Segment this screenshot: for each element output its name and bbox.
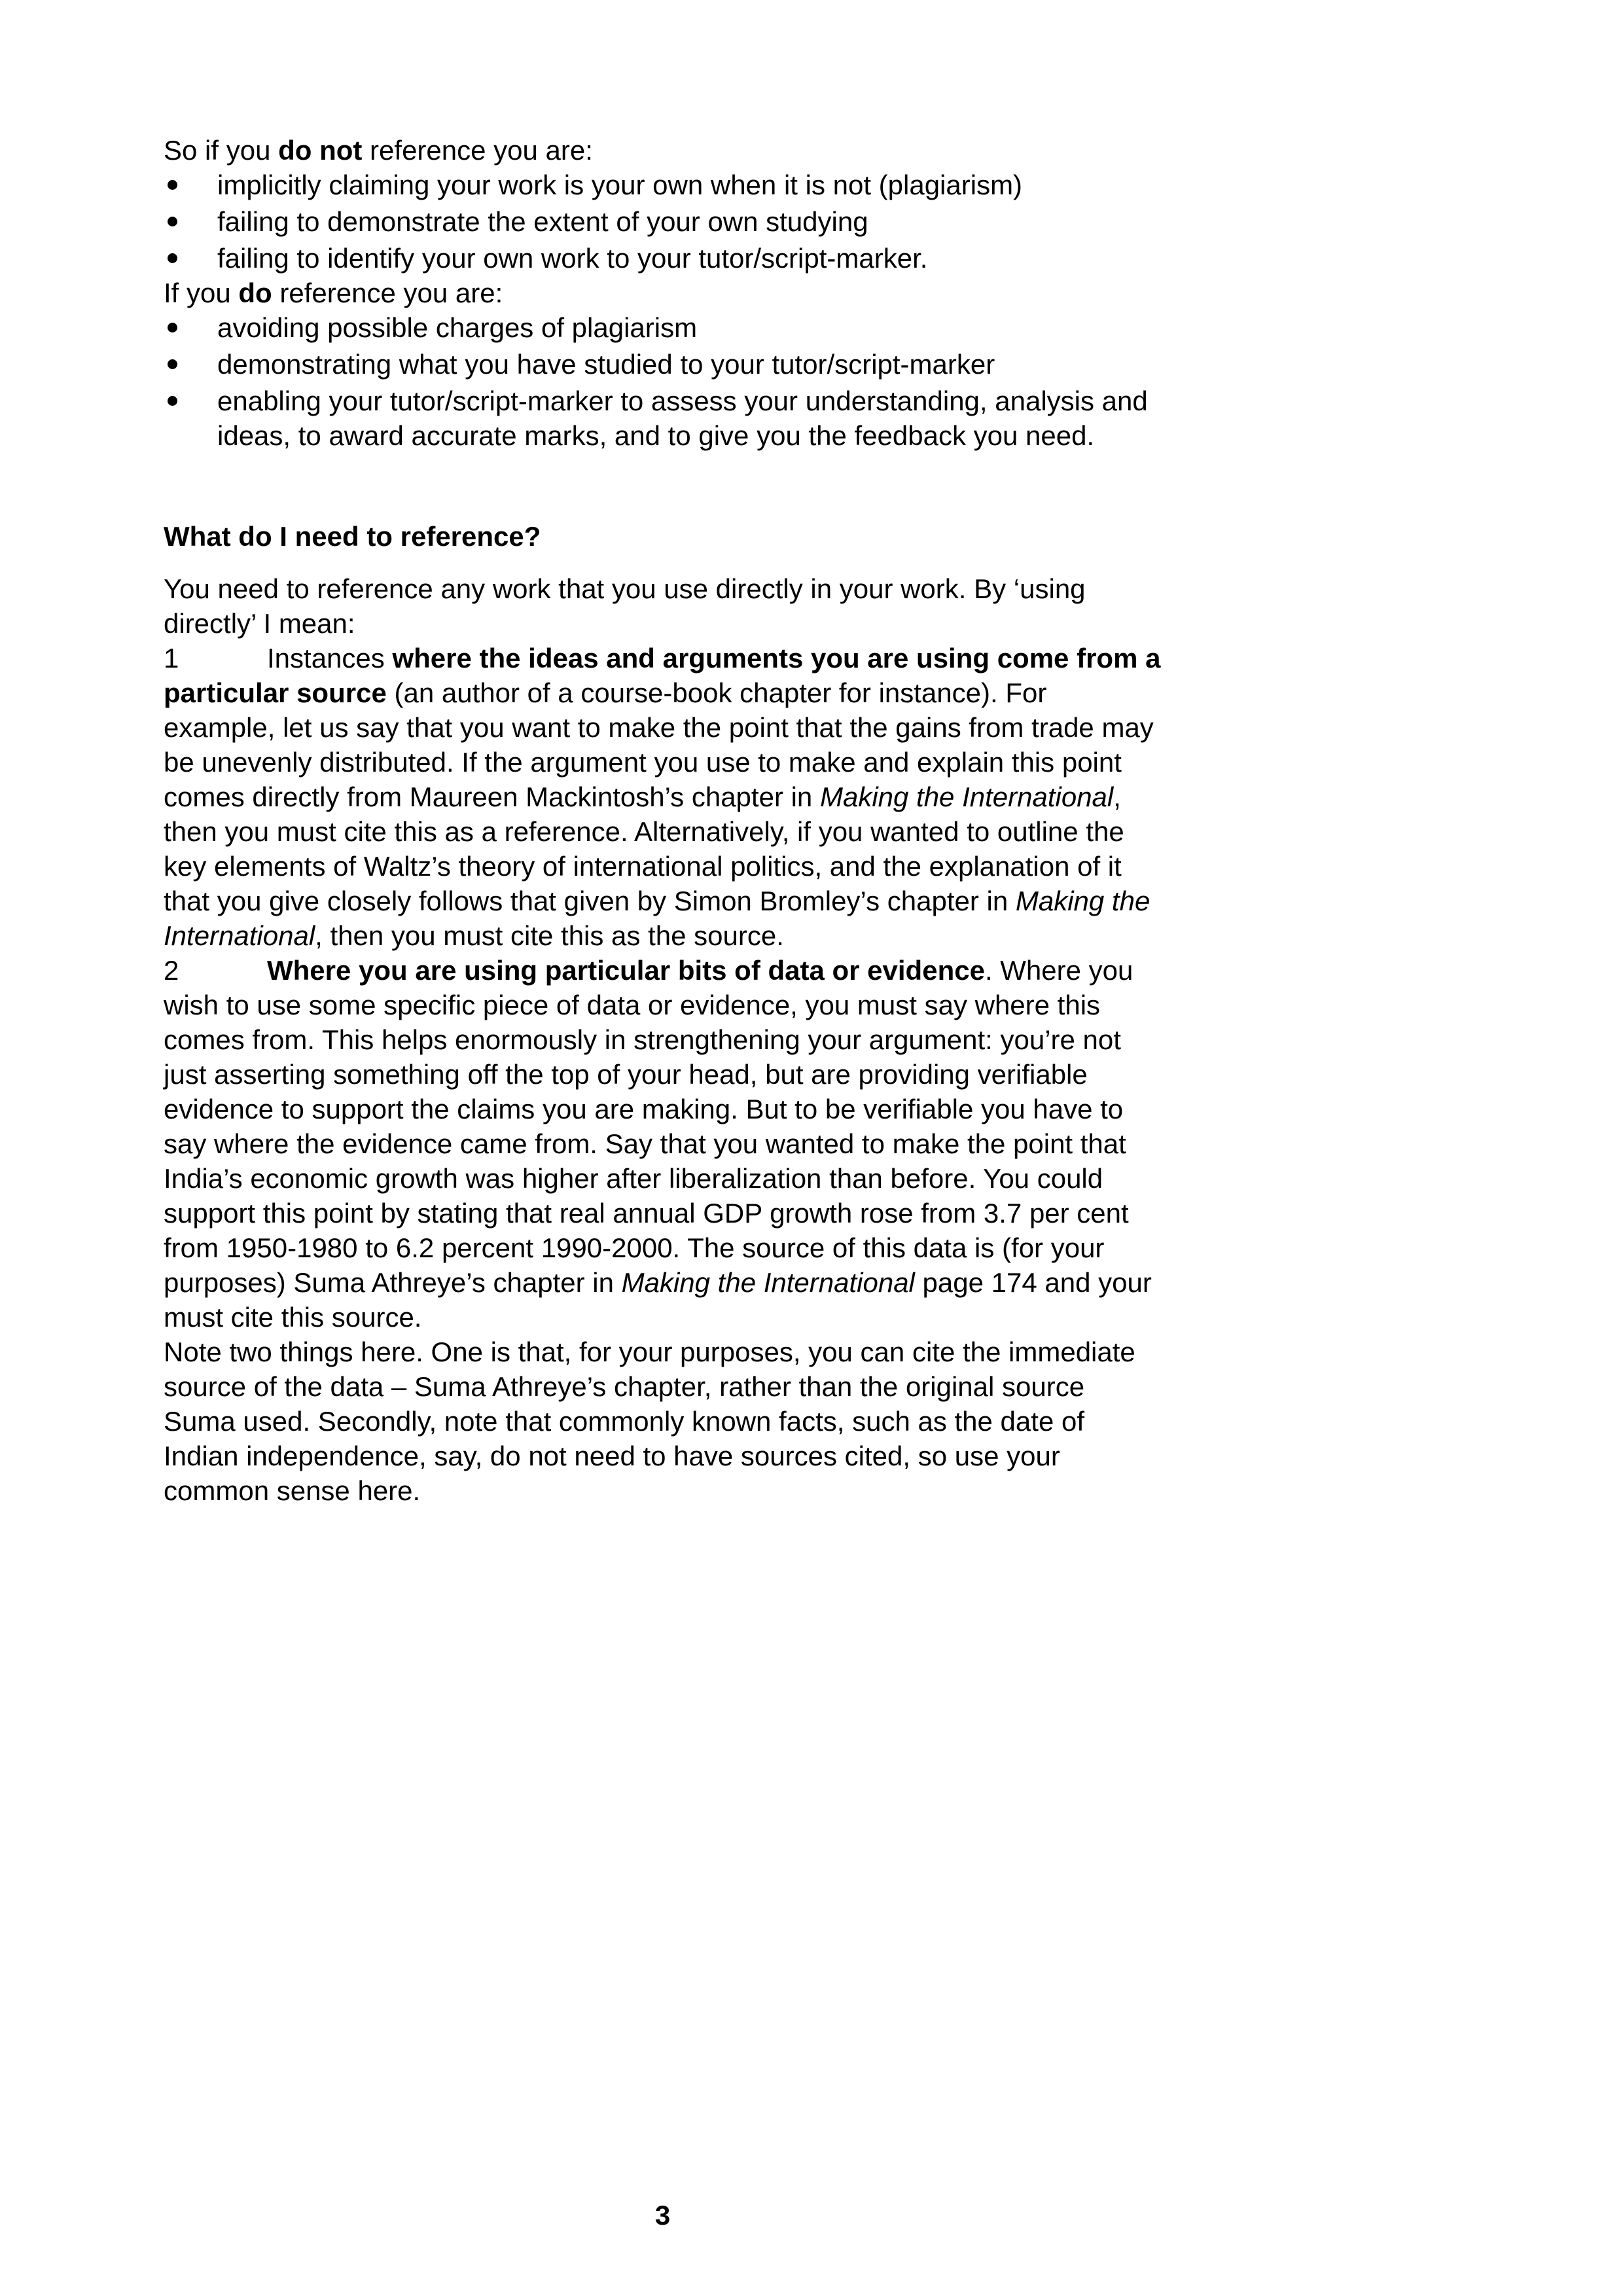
do-reference-lead: If you do reference you are: [164,278,503,308]
point-2-text: Where you are using particular bits of data or evidence. Where you wish to use some specific piece of data or evidence, you must say where this comes from. This helps enormously in strengthening your argument: you’re not just asserting something off the top of your head, but are providing verifiable evidence to support the claims you are making. But to be verifiable you have to say where the evidence came from. Say that you wanted to make the point that India’s economic growth was higher after liberalization than before. You could support this point by stating that real annual GDP growth rose from 3.7 per cent from 1950-1980 to 6.2 percent 1990-2000. The source of this data is (for your purposes) Suma Athreye’s chapter in Making the International page 174 and your must cite this source. [164,955,1152,1333]
list-item-text: enabling your tutor/script-marker to assess your understanding, analysis and ideas, to award accurate marks, and to give you the feedback you need. [217,386,1148,451]
page-content [164,133,1162,1508]
do-not-reference-list [164,168,1162,276]
list-item-text: avoiding possible charges of plagiarism [217,312,698,343]
list-item [164,347,1162,382]
note-paragraph: Note two things here. One is that, for your purposes, you can cite the immediate source of the data – Suma Athreye’s chapter, rather than the original source Suma used. Secondly, note that commonly known facts, such as the date of Indian independence, say, do not need to have sources cited, so use your common sense here. [164,1336,1135,1506]
point-2-number: 2 [164,955,179,986]
point-1-text: Instances where the ideas and arguments you are using come from a particular source (an author of a course-book chapter for instance). For example, let us say that you want to make the point that the gains from trade may be unevenly distributed. If the argument you use to make and explain this point comes directly from Maureen Mackintosh’s chapter in Making the International, then you must cite this as a reference. Alternatively, if you wanted to outline the key elements of Waltz’s theory of international politics, and the explanation of it that you give closely follows that given by Simon Bromley’s chapter in Making the International, then you must cite this as the source. [164,643,1161,951]
list-item [164,204,1162,239]
list-item-text: failing to demonstrate the extent of your own studying [217,206,868,237]
list-item-text: demonstrating what you have studied to your tutor/script-marker [217,349,995,380]
bullet-icon [168,180,177,190]
do-reference-list [164,310,1162,453]
list-item [164,384,1162,453]
list-item [164,168,1162,202]
bullet-icon [168,359,177,369]
numbered-point-1 [164,641,1162,953]
bullet-icon [168,217,177,226]
numbered-point-2 [164,953,1162,1335]
list-item-text: implicitly claiming your work is your own when it is not (plagiarism) [217,170,1023,200]
section-intro: You need to reference any work that you use directly in your work. By ‘using directly’ I mean: [164,573,1086,639]
list-item [164,310,1162,345]
list-item-text: failing to identify your own work to your tutor/script-marker. [217,243,928,274]
section-heading: What do I need to reference? [164,521,541,552]
list-item [164,241,1162,276]
do-not-reference-lead: So if you do not reference you are: [164,135,593,166]
point-1-number: 1 [164,643,179,673]
bullet-icon [168,253,177,263]
page-number: 3 [654,2200,671,2231]
bullet-icon [168,396,177,406]
bullet-icon [168,323,177,332]
